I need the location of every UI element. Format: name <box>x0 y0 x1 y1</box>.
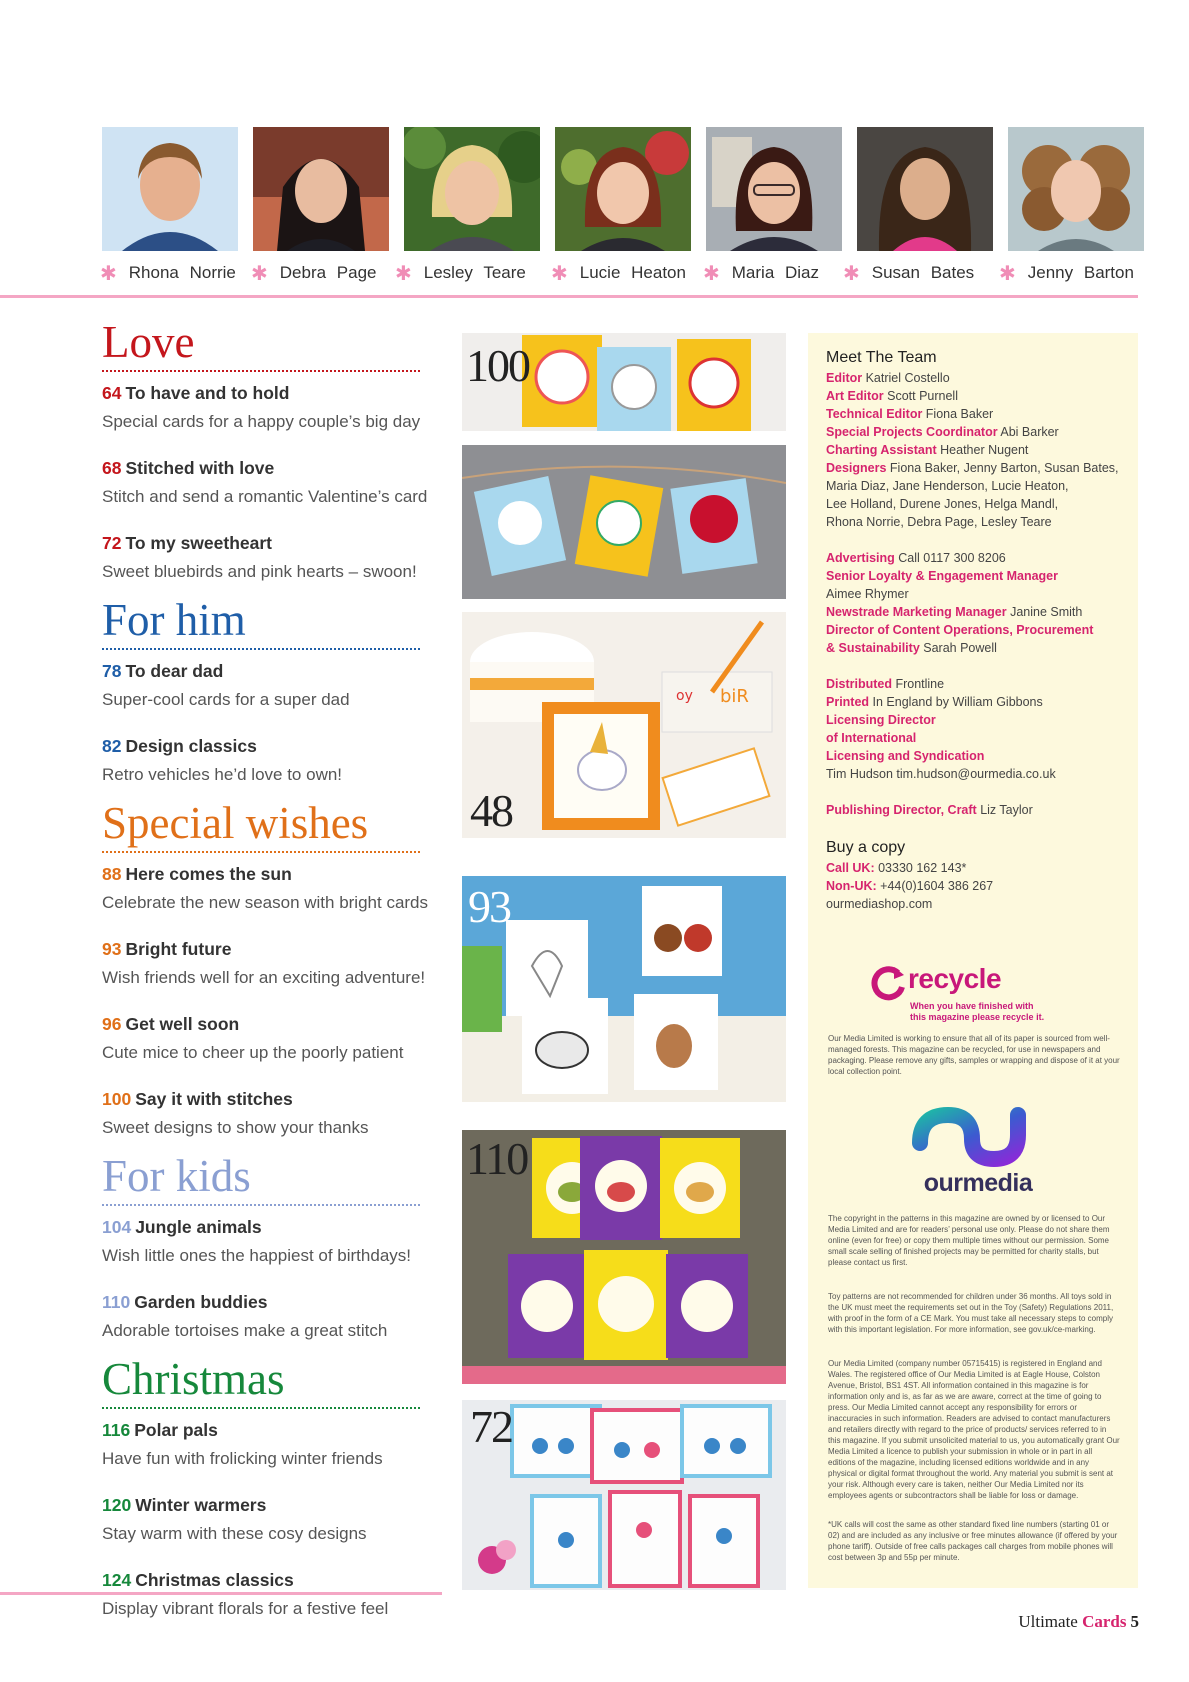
page-number: 96 <box>102 1014 122 1034</box>
item-title: Polar pals <box>134 1420 218 1440</box>
divider <box>0 295 1138 298</box>
item-title: Jungle animals <box>135 1217 262 1237</box>
asterisk-icon: ✱ <box>551 261 568 285</box>
contributor-photo <box>857 127 993 251</box>
contents-list <box>102 317 429 1621</box>
contributor-photo <box>706 127 842 251</box>
contents-item[interactable] <box>102 382 422 434</box>
dotted-divider <box>102 370 420 372</box>
page-number: 88 <box>102 864 122 884</box>
contributor-name: ✱ Lucie Heaton <box>551 261 686 285</box>
photo-page-number: 72 <box>470 1401 512 1452</box>
item-title: Garden buddies <box>134 1292 268 1312</box>
item-title: Winter warmers <box>135 1495 267 1515</box>
item-title: Say it with stitches <box>135 1089 293 1109</box>
page-footer: Ultimate Cards 5 <box>1018 1612 1139 1631</box>
asterisk-icon: ✱ <box>999 261 1016 285</box>
buy-heading: Buy a copy <box>826 839 906 856</box>
contributor-photo <box>404 127 540 251</box>
contents-item[interactable] <box>102 1419 422 1471</box>
page-number: 93 <box>102 939 122 959</box>
contributor-photo <box>253 127 389 251</box>
item-title: Design classics <box>125 736 257 756</box>
project-photo-thanks[interactable] <box>462 333 786 599</box>
item-title: Bright future <box>125 939 232 959</box>
dotted-divider <box>102 648 420 650</box>
item-title: Stitched with love <box>125 458 275 478</box>
team-heading: Meet The Team <box>826 349 937 366</box>
contributor-name: ✱ Jenny Barton <box>999 261 1134 285</box>
team-panel <box>808 333 1138 1588</box>
page-number: 110 <box>102 1292 131 1312</box>
section-title: For him <box>102 595 246 645</box>
svg-text:biR: biR <box>720 686 749 707</box>
item-subtitle: Special cards for a happy couple’s big day <box>102 412 421 431</box>
item-subtitle: Stitch and send a romantic Valentine’s card <box>102 487 428 506</box>
page-number: 104 <box>102 1217 132 1237</box>
svg-text:oy: oy <box>676 688 693 704</box>
section-special-wishes <box>102 798 429 1140</box>
legal-company: Our Media Limited (company number 05715415) is registered in England and Wales. The registered office of Our Media Limited is at Eagle House, Colston Avenue, Bristol, BS1 4ST. All information contained in this magazine is for information only and is, as far as we are aware, correct at the time of going to press. Our Media Limited cannot accept any responsibility for errors or inaccuracies in such information. Readers are advised to contact manufacturers and retailers directly with regard to the price of products/ services referred to in this magazine. If you submit unsolicited material to us, you automatically grant Our Media Limited a licence to publish your submission in whole or in part in all editions of the magazine, including licensed editions worldwide and in any physical or digital format throughout the world. Any material you submit is sent at your risk. Although every care is taken, neither Our Media Limited nor its employees agents or subcontractors shall be liable for loss or damage. <box>828 1359 1120 1500</box>
paper-note: Our Media Limited is working to ensure that all of its paper is sourced from well-managed forests. This magazine can be recycled, for use in newspapers and packaging. Please remove any gifts, samples or wrapping and dispose of it at your local collection point. <box>828 1034 1120 1076</box>
section-christmas <box>102 1354 422 1621</box>
contributor-photo <box>555 127 691 251</box>
item-title: To my sweetheart <box>125 533 272 553</box>
team-credits: Meet The Team Editor Katriel Costello Art Editor Scott Purnell Technical Editor Fiona Baker Special Projects Coordinator Abi Barker Charting Assistant Heather Nugent Designers Fiona Baker, Jenny Barton, Susan Bates, Maria Diaz, Jane Henderson, Lucie Heaton, Lee Holland, Durene Jones, Helga Mandl, Rhona Norrie, Debra Page, Lesley Teare Advertising Call 0117 300 8206 Senior Loyalty & Engagement Manager Aimee Rhymer Newstrade Marketing Manager Janine Smith Director of Content Operations, Procurement & Sustainability Sarah Powell Distributed Frontline Printed In England by William Gibbons Licensing Director of International Licensing and Syndication Tim Hudson tim.hudson@ourmedia.co.uk Publishing Director, Craft Liz Taylor Buy a copy Call UK: 03330 162 143* Non-UK: +44(0)1604 386 267 ourmediashop.com <box>826 347 1132 913</box>
page-number: 124 <box>102 1570 132 1590</box>
item-title: To dear dad <box>125 661 224 681</box>
contents-item[interactable] <box>102 1216 422 1268</box>
item-subtitle: Display vibrant florals for a festive feel <box>102 1599 389 1618</box>
contents-item[interactable] <box>102 1494 422 1546</box>
photo-page-number: 48 <box>470 785 512 836</box>
page-number: 72 <box>102 533 122 553</box>
page-number: 120 <box>102 1495 132 1515</box>
contributor-name: ✱ Susan Bates <box>843 261 975 285</box>
project-photo-bluebirds[interactable] <box>462 1400 786 1590</box>
item-subtitle: Sweet designs to show your thanks <box>102 1118 369 1137</box>
item-title: To have and to hold <box>125 383 290 403</box>
dotted-divider <box>102 1407 420 1409</box>
contributor-names <box>100 258 1142 288</box>
ourmedia-logo: ourmedia <box>908 1103 1048 1203</box>
project-photo-unicorn[interactable] <box>462 612 786 838</box>
item-title: Get well soon <box>125 1014 240 1034</box>
asterisk-icon: ✱ <box>395 261 412 285</box>
item-subtitle: Retro vehicles he’d love to own! <box>102 765 343 784</box>
page-number: 78 <box>102 661 122 681</box>
item-subtitle: Stay warm with these cosy designs <box>102 1524 367 1543</box>
asterisk-icon: ✱ <box>251 261 268 285</box>
page-number: 64 <box>102 383 122 403</box>
contents-item[interactable] <box>102 1013 422 1065</box>
shop-link[interactable]: ourmediashop.com <box>826 897 933 911</box>
contributor-photo <box>1008 127 1144 251</box>
contents-item[interactable] <box>102 735 422 787</box>
contributor-name: ✱ Maria Diaz <box>703 261 820 285</box>
page-number: 82 <box>102 736 122 756</box>
page-number: 116 <box>102 1420 131 1440</box>
asterisk-icon: ✱ <box>100 261 117 285</box>
item-subtitle: Have fun with frolicking winter friends <box>102 1449 383 1468</box>
project-photo-new-home[interactable] <box>462 876 786 1102</box>
item-subtitle: Wish friends well for an exciting adventure! <box>102 968 426 987</box>
legal-calls: *UK calls will cost the same as other standard fixed line numbers (starting 01 or 02) and are included as any inclusive or free minutes allowance (if offered by your phone tariff). Outside of free calls packages call charges from mobile phones will cost between 3p and 55p per minute. <box>828 1520 1118 1562</box>
item-subtitle: Adorable tortoises make a great stitch <box>102 1321 388 1340</box>
contributor-photo <box>102 127 238 251</box>
page-number: 68 <box>102 458 122 478</box>
legal-copyright: The copyright in the patterns in this magazine are owned by or licensed to Our Media Limited and are for readers’ personal use only. Please do not share them online (even for free) or copy them multiple times without our permission. Some small scale selling of finished projects may be permitted for charity stalls, but please contact us first. <box>828 1214 1110 1267</box>
section-for-him <box>102 595 422 787</box>
item-title: Here comes the sun <box>125 864 292 884</box>
section-love <box>102 317 428 584</box>
item-subtitle: Super-cool cards for a super dad <box>102 690 350 709</box>
page-number: 100 <box>102 1089 132 1109</box>
photo-page-number: 100 <box>466 340 529 391</box>
item-title: Christmas classics <box>135 1570 294 1590</box>
asterisk-icon: ✱ <box>843 261 860 285</box>
ourmedia-icon <box>908 1103 1048 1167</box>
item-subtitle: Sweet bluebirds and pink hearts – swoon! <box>102 562 417 581</box>
contributor-photos <box>102 127 1140 251</box>
recycle-logo: recycle When you have finished with this magazine please recycle it. <box>868 963 1068 1033</box>
item-subtitle: Wish little ones the happiest of birthdays! <box>102 1246 411 1265</box>
dotted-divider <box>102 851 420 853</box>
item-subtitle: Celebrate the new season with bright cards <box>102 893 429 912</box>
legal-toy-safety: Toy patterns are not recommended for children under 36 months. All toys sold in the UK must meet the requirements set out in the Toy (Safety) Regulations 2011, with proof in the form of a CE Mark. You must take all necessary steps to comply with this important legislation. For more information, see gov.uk/ce-marking. <box>828 1292 1114 1334</box>
photo-page-number: 93 <box>468 881 510 932</box>
section-title: Christmas <box>102 1354 285 1404</box>
contributor-name: ✱ Debra Page <box>251 261 377 285</box>
divider <box>0 1592 442 1595</box>
contributor-name: ✱ Lesley Teare <box>395 261 526 285</box>
contents-item[interactable] <box>102 660 422 712</box>
contents-item[interactable] <box>102 532 422 584</box>
recycle-icon <box>868 963 908 1003</box>
section-title: Love <box>102 317 195 367</box>
section-title: For kids <box>102 1151 251 1201</box>
contributor-name: ✱ Rhona Norrie <box>100 261 236 285</box>
contents-item[interactable] <box>102 457 428 509</box>
contents-item[interactable] <box>102 863 429 915</box>
section-title: Special wishes <box>102 798 369 848</box>
section-for-kids <box>102 1151 422 1343</box>
contents-item[interactable] <box>102 1291 422 1343</box>
photo-page-number: 110 <box>466 1133 528 1184</box>
dotted-divider <box>102 1204 420 1206</box>
item-subtitle: Cute mice to cheer up the poorly patient <box>102 1043 404 1062</box>
asterisk-icon: ✱ <box>703 261 720 285</box>
project-photo-tortoises[interactable] <box>462 1130 786 1384</box>
contents-item[interactable] <box>102 1088 422 1140</box>
page-number: 5 <box>1130 1612 1139 1631</box>
contents-item[interactable] <box>102 1569 422 1621</box>
contents-item[interactable] <box>102 938 426 990</box>
